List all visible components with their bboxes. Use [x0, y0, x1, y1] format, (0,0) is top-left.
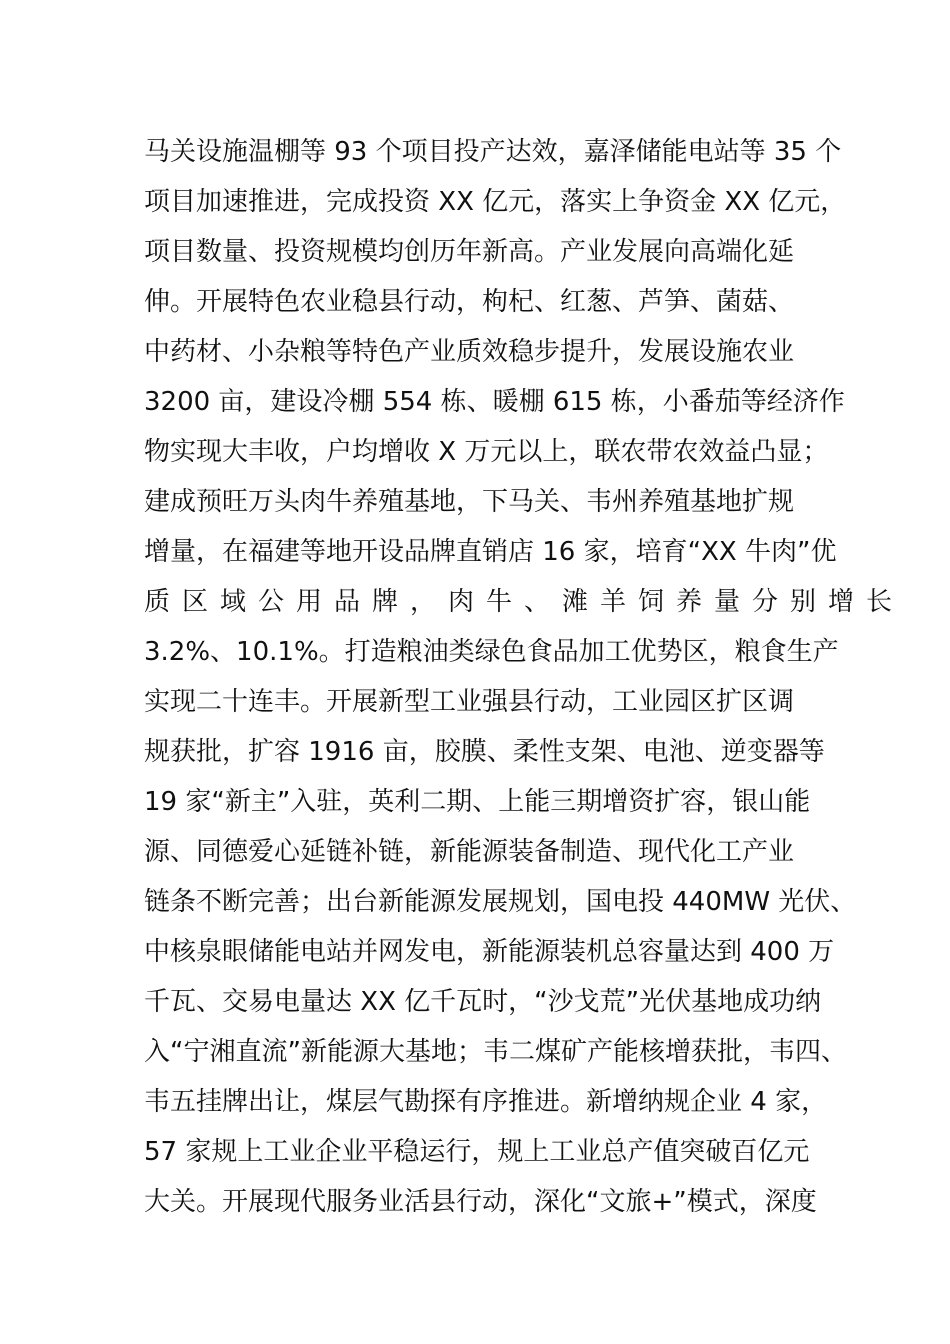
text-line-13: 规获批，扩容 1916 亩，胶膜、柔性支架、电池、逆变器等	[144, 737, 825, 767]
text-line-12: 实现二十连丰。开展新型工业强县行动，工业园区扩区调	[144, 687, 795, 717]
body-text	[144, 127, 905, 1227]
text-line-6: 3200 亩，建设冷棚 554 栋、暖棚 615 栋，小番茄等经济作	[144, 387, 845, 417]
text-line-5: 中药材、小杂粮等特色产业质效稳步提升，发展设施农业	[144, 337, 795, 367]
text-line-20: 韦五挂牌出让，煤层气勘探有序推进。新增纳规企业 4 家，	[144, 1087, 828, 1117]
text-line-22: 大关。开展现代服务业活县行动，深化“文旅+”模式，深度	[144, 1187, 817, 1217]
text-line-15: 源、同德爱心延链补链，新能源装备制造、现代化工产业	[144, 837, 795, 867]
text-line-9: 增量，在福建等地开设品牌直销店 16 家，培育“XX 牛肉”优	[144, 537, 837, 567]
text-line-16: 链条不断完善；出台新能源发展规划，国电投 440MW 光伏、	[144, 887, 857, 917]
text-line-18: 千瓦、交易电量达 XX 亿千瓦时，“沙戈荒”光伏基地成功纳	[144, 987, 822, 1017]
text-line-14: 19 家“新主”入驻，英利二期、上能三期增资扩容，银山能	[144, 787, 811, 817]
text-line-4: 伸。开展特色农业稳县行动，枸杞、红葱、芦笋、菌菇、	[144, 287, 795, 317]
text-line-8: 建成预旺万头肉牛养殖基地，下马关、韦州养殖基地扩规	[144, 487, 795, 517]
text-line-7: 物实现大丰收，户均增收 X 万元以上，联农带农效益凸显；	[144, 437, 829, 467]
text-line-1: 马关设施温棚等 93 个项目投产达效，嘉泽储能电站等 35 个	[144, 137, 842, 167]
text-line-3: 项目数量、投资规模均创历年新高。产业发展向高端化延	[144, 237, 795, 267]
text-line-10: 质区域公用品牌，肉牛、滩羊饲养量分别增长	[144, 587, 905, 617]
text-line-19: 入“宁湘直流”新能源大基地；韦二煤矿产能核增获批，韦四、	[144, 1037, 847, 1067]
text-line-2: 项目加速推进，完成投资 XX 亿元，落实上争资金 XX 亿元，	[144, 187, 847, 217]
text-line-17: 中核泉眼储能电站并网发电，新能源装机总容量达到 400 万	[144, 937, 835, 967]
text-line-21: 57 家规上工业企业平稳运行，规上工业总产值突破百亿元	[144, 1137, 810, 1167]
text-line-11: 3.2%、10.1%。打造粮油类绿色食品加工优势区，粮食生产	[144, 637, 839, 667]
